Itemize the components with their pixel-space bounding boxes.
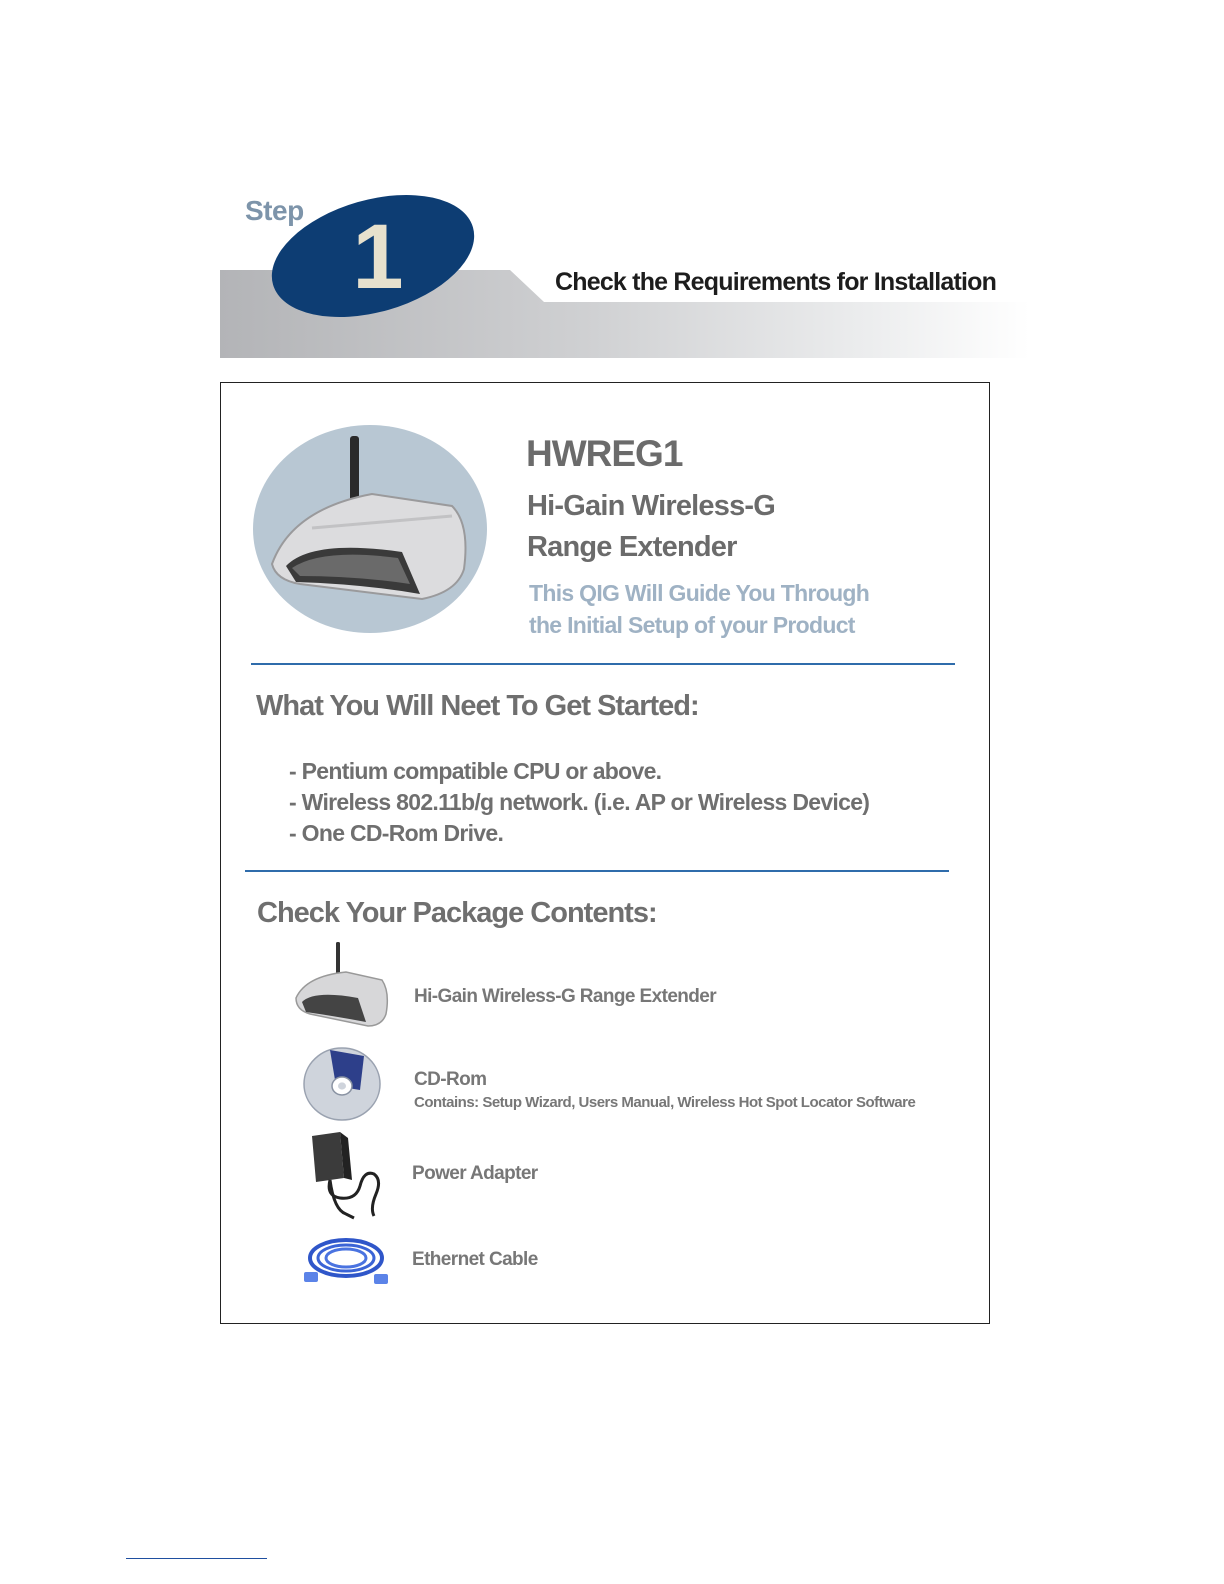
package-item-label: Hi-Gain Wireless-G Range Extender xyxy=(414,986,717,1007)
requirement-item: - One CD-Rom Drive. xyxy=(289,820,504,846)
step-number: 1 xyxy=(352,206,404,308)
product-subtitle-line2: the Initial Setup of your Product xyxy=(529,612,855,638)
router-icon xyxy=(292,940,392,1030)
product-subtitle-line1: This QIG Will Guide You Through xyxy=(529,580,870,606)
requirements-title: What You Will Neet To Get Started: xyxy=(256,690,699,722)
package-title: Check Your Package Contents: xyxy=(257,897,657,929)
cd-icon xyxy=(302,1046,382,1122)
product-name-line1: Hi-Gain Wireless-G xyxy=(527,490,776,522)
product-name xyxy=(527,486,927,568)
package-item-label: Power Adapter xyxy=(412,1163,538,1184)
requirements-list xyxy=(289,756,869,849)
requirement-item: - Pentium compatible CPU or above. xyxy=(289,758,662,784)
divider-bottom xyxy=(245,870,949,872)
power-adapter-icon xyxy=(300,1130,386,1222)
package-item-label: CD-Rom xyxy=(414,1069,487,1090)
step-label: Step xyxy=(245,195,304,226)
footer-rule xyxy=(126,1558,267,1559)
divider-top xyxy=(251,663,955,665)
package-item-description: Contains: Setup Wizard, Users Manual, Wireless Hot Spot Locator Software xyxy=(414,1094,916,1111)
product-model: HWREG1 xyxy=(526,433,683,474)
product-subtitle xyxy=(529,577,949,641)
package-item-label: Ethernet Cable xyxy=(412,1249,538,1270)
requirement-item: - Wireless 802.11b/g network. (i.e. AP or Wireless Device) xyxy=(289,789,870,815)
router-icon xyxy=(252,424,488,634)
banner-title: Check the Requirements for Installation xyxy=(555,268,997,296)
product-name-line2: Range Extender xyxy=(527,531,737,563)
ethernet-cable-icon xyxy=(300,1234,396,1292)
